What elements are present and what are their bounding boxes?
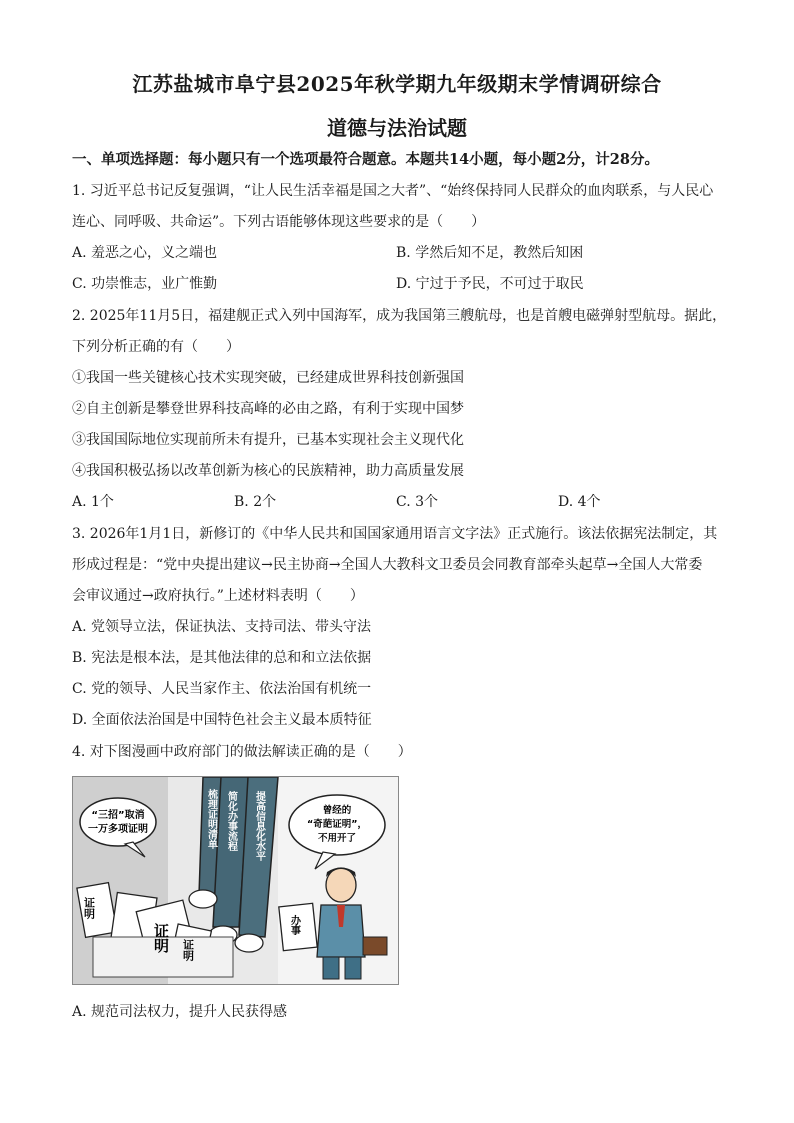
q2-option-a: A. 1个 — [72, 494, 114, 510]
q3-option-d: D. 全面依法治国是中国特色社会主义最本质特征 — [72, 712, 372, 728]
q2-stem-line2: 下列分析正确的有（ ） — [72, 339, 240, 355]
q4-stem-line1: 4. 对下图漫画中政府部门的做法解读正确的是（ ） — [72, 744, 412, 760]
left-bubble-text-2: 一万多项证明 — [88, 824, 148, 835]
right-bubble-text-3: 不用开了 — [317, 833, 357, 844]
q2-item-1: ①我国一些关键核心技术实现突破，已经建成世界科技创新强国 — [72, 370, 464, 386]
stamp-text-3: 证明 — [181, 939, 195, 961]
q3-option-b: B. 宪法是根本法，是其他法律的总和和立法依据 — [72, 650, 372, 666]
q2-item-4: ④我国积极弘扬以改革创新为核心的民族精神，助力高质量发展 — [72, 463, 464, 479]
q4-cartoon — [72, 776, 399, 985]
q1-option-a: A. 羞恶之心，义之端也 — [72, 245, 218, 261]
hand-3 — [235, 934, 263, 952]
q2-stem-line1: 2. 2025年11月5日，福建舰正式入列中国海军，成为我国第三艘航母，也是首艘电磁弹射型航母。据此， — [72, 308, 727, 324]
q3-stem-line1: 3. 2026年1月1日，新修订的《中华人民共和国国家通用语言文字法》正式施行。该法依据宪法制定，其 — [72, 526, 718, 542]
q3-stem-line2: 形成过程是：“党中央提出建议→民主协商→全国人大教科文卫委员会同教育部牵头起草→全国人大常委 — [72, 557, 703, 573]
q1-stem-line2: 连心、同呼吸、共命运”。下列古语能够体现这些要求的是（ ） — [72, 214, 486, 230]
q3-option-c: C. 党的领导、人民当家作主、依法治国有机统一 — [72, 681, 372, 697]
cartoon-illustration — [73, 777, 398, 984]
q2-item-2: ②自主创新是攀登世界科技高峰的必由之路，有利于实现中国梦 — [72, 401, 464, 417]
left-bubble-text-1: “三招”取消 — [91, 810, 145, 821]
q3-stem-line3: 会审议通过→政府执行。”上述材料表明（ ） — [72, 588, 364, 604]
left-speech-bubble — [80, 798, 156, 846]
hand-1 — [189, 890, 217, 908]
man-head — [326, 868, 356, 902]
q4-option-a: A. 规范司法权力，提升人民获得感 — [72, 1004, 288, 1020]
q1-option-d: D. 宁过于予民，不可过于取民 — [396, 276, 584, 292]
arm-label-2: 简化办事流程 — [225, 791, 237, 851]
q1-option-b: B. 学然后知不足，教然后知困 — [396, 245, 584, 261]
briefcase-icon — [363, 937, 387, 955]
exam-subtitle: 道德与法治试题 — [327, 116, 467, 140]
q3-option-a: A. 党领导立法，保证执法、支持司法、带头守法 — [72, 619, 372, 635]
section-heading: 一、单项选择题：每小题只有一个选项最符合题意。本题共14小题，每小题2分，计28分。 — [72, 151, 659, 168]
exam-title: 江苏盐城市阜宁县2025年秋学期九年级期末学情调研综合 — [132, 72, 662, 96]
held-paper-text: 办事 — [288, 915, 300, 935]
q2-option-b: B. 2个 — [234, 494, 277, 510]
stamp-text-1: 证明 — [82, 897, 96, 919]
q2-option-d: D. 4个 — [558, 494, 601, 510]
arm-label-1: 梳理证明清单 — [205, 789, 217, 849]
q2-option-c: C. 3个 — [396, 494, 439, 510]
q1-option-c: C. 功崇惟志，业广惟勤 — [72, 276, 218, 292]
man-leg-left — [323, 957, 339, 979]
stamp-text-2: 证明 — [152, 923, 170, 953]
q1-stem-line1: 1. 习近平总书记反复强调，“让人民生活幸福是国之大者”、“始终保持同人民群众的血肉联系，与人民心 — [72, 183, 714, 199]
right-bubble-text-1: 曾经的 — [322, 805, 352, 816]
arm-label-3: 提高信息化水平 — [253, 791, 265, 861]
man-leg-right — [345, 957, 361, 979]
q2-item-3: ③我国国际地位实现前所未有提升，已基本实现社会主义现代化 — [72, 432, 464, 448]
right-bubble-text-2: “奇葩证明”， — [307, 819, 367, 830]
